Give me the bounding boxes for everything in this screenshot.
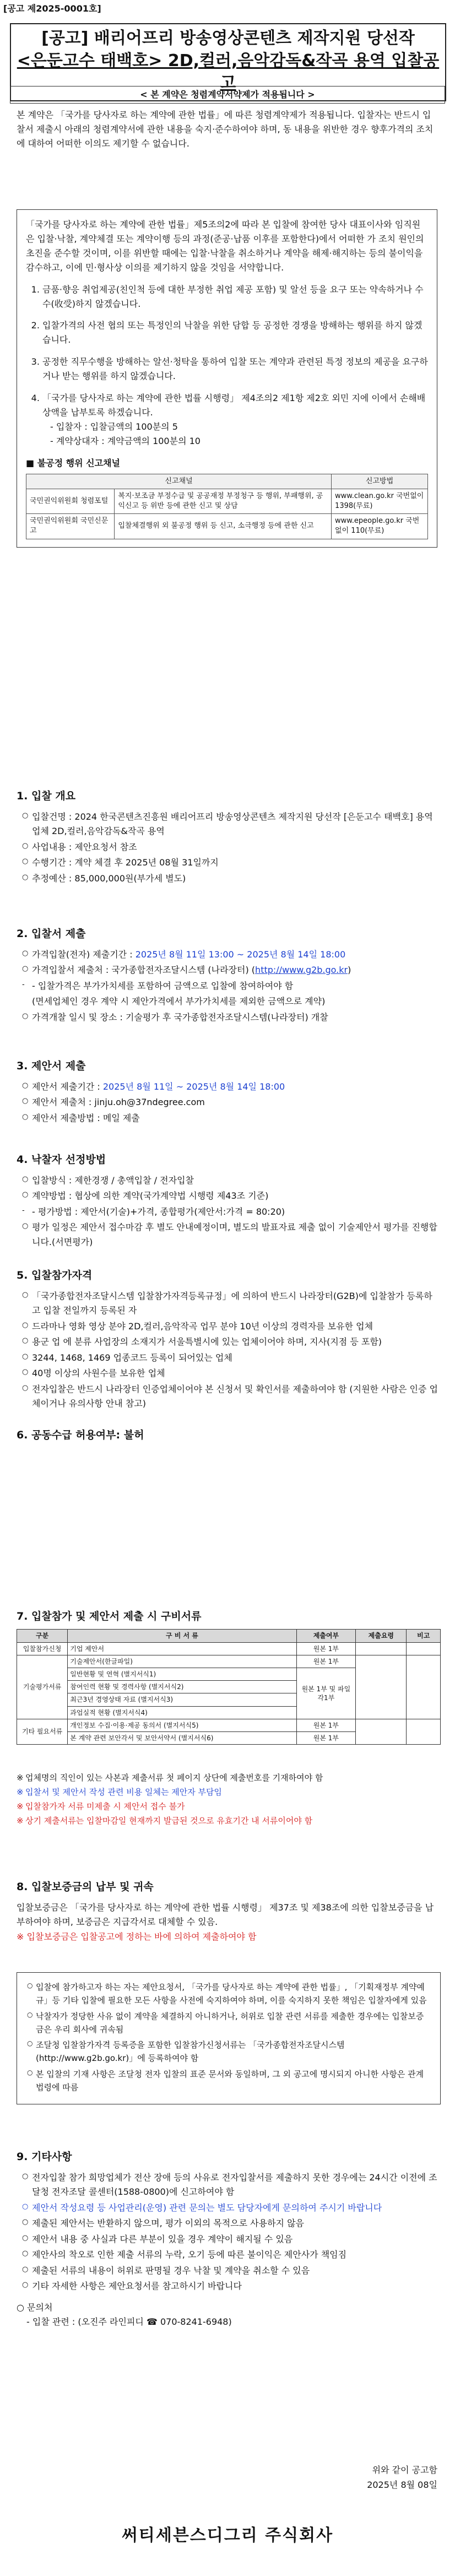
list-item: ○ 가격입찰(전자) 제출기간 : 2025년 8월 11일 13:00 ~ 2025년 8월 14일 18:00 (23, 948, 441, 962)
table-row (17, 1642, 441, 1655)
list-item: ○ 가격입찰서 제출처 : 국가종합전자조달시스템 (나라장터) (http://www.g2b.go.kr) (23, 963, 441, 978)
list-item: - - 입찰가격은 부가가치세를 포함하여 금액으로 입찰에 참여하여야 함 (23, 979, 441, 994)
contact-info: - 입찰 관련 : (오진주 라인피디 ☎ 070-8241-6948) (26, 2317, 232, 2328)
contact-label: ○ 문의처 (17, 2302, 53, 2313)
list-item: (면세업체인 경우 계약 시 제안가격에서 부가가치세를 제외한 금액으로 계약) (32, 996, 326, 1007)
table-row (17, 1655, 441, 1668)
table-cell (356, 1655, 407, 1719)
table-cell (407, 1719, 441, 1744)
table-cell: 기술평가서류 (17, 1655, 68, 1719)
notice-item: ○ 낙찰자가 정당한 사유 없이 계약을 체결하지 아니하거나, 허위로 입찰 관련 서류를 제출한 경우에는 입찰보증금은 우리 회사에 귀속됨 (27, 2010, 430, 2037)
closing-line: 위와 같이 공고함 (372, 2465, 437, 2475)
notice-item: ○ 조달청 입찰참가자격 등록증을 포함한 입찰참가신청서류는 「국가종합전자조달시스템(http://www.g2b.go.kr)」에 등록하여야 함 (27, 2038, 430, 2065)
table-cell: 참여인력 현황 및 경력사항 (별지서식2) (68, 1681, 296, 1693)
section-title: 7. 입찰참가 및 제안서 제출 시 구비서류 (17, 1610, 202, 1622)
table-cell: 입찰체결행위 외 불공정 행위 등 신고, 소극행정 등에 관한 신고 (115, 514, 332, 539)
required-docs-notes (17, 1771, 441, 1828)
list-item: ○ 제출된 제안서는 반환하지 않으며, 평가 이외의 목적으로 사용하지 않음 (23, 2216, 441, 2231)
table-cell: www.clean.go.kr 국번없이 1398(무료) (332, 489, 428, 513)
section-title: 6. 공동수급 허용여부: 불허 (17, 1429, 144, 1441)
pact-lead: 「국가를 당사자로 하는 계약에 관한 법률」제5조의2에 따라 본 입찰에 참여한 당사 대표이사와 임직원은 입찰·낙찰, 계약체결 또는 계약이행 등의 과정(준공·납품 이후를 포함한다)에서 어떠한 가 조치 원인의 초진을 준수할 것이며, 이를 위반할 때에는 입찰·낙찰을 취소하거나 계약을 해제·해지하는 등의 불이익을 감수하고, 이에 민·형사상 이의를 제기하지 않을 것임을 서약합니다. (26, 219, 424, 273)
table-cell: 기타 필요서류 (17, 1719, 68, 1744)
list-item: ○ 3244, 1468, 1469 업종코드 등록이 되어있는 업체 (23, 1351, 441, 1366)
note-item: ※ 입찰참가자 서류 미제출 시 제안서 접수 불가 (17, 1800, 441, 1813)
section-title: 2. 입찰서 제출 (17, 928, 86, 940)
closing-block (367, 2463, 437, 2492)
list-item: ○ 기타 자세한 사항은 제안요청서를 참고하시기 바랍니다 (23, 2279, 441, 2294)
section-bid-deposit (17, 1879, 441, 1944)
table-cell: 원본 1부 (296, 1642, 356, 1655)
list-item: ○ 전자입찰은 반드시 나라장터 인증업체이어야 본 신청서 및 확인서를 제출하여야 함 (지원한 사람은 인증 업체이거나 유의사항 안내 참고) (23, 1382, 441, 1411)
pact-item (42, 391, 428, 448)
list-item: - - 평가방법 : 제안서(기술)+가격, 종합평가(제안서:가격 = 80:20) (23, 1205, 441, 1220)
table-cell: 국민권익위원회 국민신문고 (26, 514, 115, 539)
pact-item: 1. 금품·향응 취업제공(친인척 등에 대한 부정한 취업 제공 포함) 및 알선 등을 요구 또는 약속하거나 수수(收受)하지 않겠습니다. (42, 283, 428, 311)
section-joint-bid (17, 1427, 441, 1449)
list-item: ○ 계약방법 : 협상에 의한 계약(국가계약법 시행령 제43조 기준) (23, 1189, 441, 1204)
section-misc (17, 2149, 441, 2330)
table-header-cell: 구 비 서 류 (68, 1630, 296, 1642)
g2b-link[interactable]: http://www.g2b.go.kr (255, 965, 348, 976)
list-item: ○ 전자입찰 참가 희망업체가 전산 장애 등의 사유로 전자입찰서를 제출하지 못한 경우에는 24시간 이전에 조달청 전자조달 콜센터(1588-0800)에 신고하여야 함 (23, 2171, 441, 2200)
period-highlight: 2025년 8월 11일 13:00 ~ 2025년 8월 14일 18:00 (135, 949, 346, 960)
section-title: 5. 입찰참가자격 (17, 1269, 93, 1281)
note-item: ※ 업체명의 직인이 있는 사본과 제출서류 첫 페이지 상단에 제출번호를 기재하여야 함 (17, 1771, 441, 1784)
table-header-cell: 제출요령 (356, 1630, 407, 1642)
list-item: ○ 용군 업 에 분류 사업장의 소재지가 서울특별시에 있는 업체이어야 하며, 지사(지점 등 포함) (23, 1335, 441, 1350)
list-item: ○ 드라마나 영화 영상 분야 2D,컬러,음악작곡 업무 분야 10년 이상의 경력자를 보유한 업체 (23, 1319, 441, 1334)
notice-item: ○ 입찰에 참가하고자 하는 자는 제안요청서, 「국가를 당사자로 하는 계약에 관한 법률」, 「기획재정부 계약예규」등 기타 입찰에 필요한 모든 사항을 사전에 숙지하여야 하며, 이를 숙지하지 못한 책임은 입찰자에게 있음 (27, 1980, 430, 2007)
table-cell: 원본 1부 (296, 1719, 356, 1731)
table-cell: 과업실적 현황 (별지서식4) (68, 1706, 296, 1719)
table-cell: 원본 1부 및 파일 각1부 (296, 1668, 356, 1719)
section-eligibility (17, 1267, 441, 1413)
integrity-banner: < 본 계약은 청렴계약서약제가 적용됩니다 > (10, 86, 445, 104)
table-header-cell: 비고 (407, 1630, 441, 1642)
intro-text: 본 계약은 「국가를 당사자로 하는 계약에 관한 법률」에 따른 청렴계약제가 적용됩니다. 입찰자는 반드시 입찰서 제출시 아래의 청렴계약서에 관한 내용을 숙지·준수하여야 하며, 동 내용을 위반한 경우 향후가격의 조치에 대하여 어떠한 이의도 제기할 수 없습니다. (17, 110, 434, 149)
list-item: ○ 제출된 서류의 내용이 허위로 판명될 경우 낙찰 및 계약을 취소할 수 있음 (23, 2264, 441, 2279)
list-item: ○ 제안서 작성요령 등 사업관리(운영) 관련 문의는 별도 담당자에게 문의하여 주시기 바랍니다 (23, 2201, 441, 2216)
pact-sub: - 계약상대자 : 계약금액의 100분의 10 (50, 435, 201, 446)
table-cell (356, 1719, 407, 1744)
section-title: 9. 기타사항 (17, 2151, 72, 2163)
pact-sub: - 입찰자 : 입찰금액의 100분의 5 (50, 421, 178, 432)
list-item: ○ 제안서 제출처 : jinju.oh@37ndegree.com (23, 1095, 441, 1110)
integrity-pact-box (17, 209, 437, 548)
closing-date: 2025년 8월 08일 (367, 2480, 437, 2491)
table-cell: 본 계약 관련 보안각서 및 보안서약서 (별지서식6) (68, 1731, 296, 1744)
table-cell (407, 1642, 441, 1655)
table-cell: 기업 제안서 (68, 1642, 296, 1655)
table-cell (356, 1642, 407, 1655)
note-item: ※ 상기 제출서류는 입찰마감일 현재까지 발급된 것으로 유효기간 내 서류이어야 함 (17, 1814, 441, 1827)
notice-number: [공고 제2025-0001호] (3, 3, 101, 14)
list-item: ○ 입찰건명 : 2024 한국콘텐츠진흥원 배리어프리 방송영상콘텐츠 제작지원 당선작 [은둔고수 태백호] 용역업체 2D,컬러,음악감독&작곡 용역 (23, 810, 441, 839)
report-channel-title: ■ 불공정 행위 신고채널 (26, 457, 120, 468)
section-title: 3. 제안서 제출 (17, 1060, 86, 1072)
section-overview (17, 788, 441, 887)
deposit-note: ※ 입찰보증금은 입찰공고에 정하는 바에 의하여 제출하여야 함 (17, 1931, 257, 1942)
table-row (17, 1719, 441, 1731)
section-required-docs (17, 1609, 441, 1745)
table-header-cell: 구분 (17, 1630, 68, 1642)
notice-item: ○ 본 입찰의 기재 사항은 조달청 전자 입찰의 표준 문서와 동일하며, 그 외 공고에 명시되지 아니한 사항은 관계법령에 따름 (27, 2068, 430, 2095)
list-item: ○ 수행기간 : 계약 체결 후 2025년 08월 31일까지 (23, 856, 441, 870)
section-selection-method (17, 1151, 441, 1251)
section-title: 8. 입찰보증금의 납부 및 귀속 (17, 1881, 154, 1893)
table-header-cell: 신고채널 (26, 474, 332, 489)
title-line1: [공고] 배리어프리 방송영상콘텐츠 제작지원 당선작 (41, 29, 415, 48)
list-item: ○ 평가 일정은 제안서 접수마감 후 별도 안내예정이며, 별도의 발표자료 제출 없이 기술제안서 평가를 진행합니다.(서면평가) (23, 1220, 441, 1249)
note-item: ※ 입찰서 및 제안서 작성 관련 비용 일체는 제안자 부담임 (17, 1785, 441, 1799)
table-cell: www.epeople.go.kr 국번없이 110(무료) (332, 514, 428, 539)
table-cell: 개인정보 수집·이용·제공 동의서 (별지서식5) (68, 1719, 296, 1731)
table-cell: 기술제안서(한글파일) (68, 1655, 296, 1668)
section-title: 4. 낙찰자 선정방법 (17, 1154, 106, 1166)
table-row (26, 489, 428, 513)
table-cell: 일반현황 및 연혁 (별지서식1) (68, 1668, 296, 1681)
table-cell: 최근3년 경영상태 자료 (별지서식3) (68, 1693, 296, 1706)
general-notice-box (17, 1972, 441, 2104)
pact-item-text: 「국가를 당사자로 하는 계약에 관한 법률 시행령」 제4조의2 제1항 제2호 외민 지에 이에서 손해배상액을 납부토록 하겠습니다. (42, 393, 426, 418)
required-docs-table (17, 1629, 441, 1745)
deposit-body: 입찰보증금은 「국가를 당사자로 하는 계약에 관한 법률 시행령」 제37조 및 제38조에 의한 입찰보증금을 납부하여야 하며, 보증금은 지급각서로 대체할 수 있음. (17, 1902, 434, 1928)
list-item: ○ 제안서 제출기간 : 2025년 8월 11일 ~ 2025년 8월 14일 18:00 (23, 1080, 441, 1095)
section-bid-submission (17, 926, 441, 1026)
list-item: ○ 사업내용 : 제안요청서 참조 (23, 840, 441, 855)
table-header-row (26, 474, 428, 489)
list-item: ○ 가격개찰 일시 및 장소 : 기술평가 후 국가종합전자조달시스템(나라장터) 개찰 (23, 1010, 441, 1025)
list-item: ○ 40명 이상의 사원수를 보유한 업체 (23, 1366, 441, 1381)
report-channel-table (26, 474, 428, 539)
table-header-cell: 신고방법 (332, 474, 428, 489)
table-row (26, 514, 428, 539)
table-cell: 복지·보조금 부정수급 및 공공재정 부정청구 등 행위, 부패행위, 공익신고 등 위반 등에 관한 신고 및 상담 (115, 489, 332, 513)
pact-item: 3. 공정한 직무수행을 방해하는 알선·청탁을 통하여 입찰 또는 계약과 관련된 특정 정보의 제공을 요구하거나 받는 행위를 하지 않겠습니다. (42, 355, 428, 383)
section-title: 1. 입찰 개요 (17, 790, 76, 802)
list-item: ○ 「국가종합전자조달시스템 입찰참가자격등록규정」에 의하여 반드시 나라장터(G2B)에 입찰참가 등록하고 입찰 전일까지 등록된 자 (23, 1289, 441, 1318)
title-line2: <은둔고수 태백호> 2D,컬러,음악감독&작곡 용역 입찰공고 (17, 51, 440, 93)
section-proposal-submission (17, 1058, 441, 1127)
table-cell: 입찰참가신청 (17, 1642, 68, 1655)
list-item: ○ 제안서 제출방법 : 메일 제출 (23, 1111, 441, 1126)
list-item: ○ 제안서 내용 중 사실과 다른 부분이 있을 경우 계약이 해지될 수 있음 (23, 2232, 441, 2247)
company-name: 써티세븐스디그리 주식회사 (121, 2526, 334, 2545)
list-item: ○ 추정예산 : 85,000,000원(부가세 별도) (23, 872, 441, 886)
list-item: ○ 제안사의 착오로 인한 제출 서류의 누락, 오기 등에 따른 불이익은 제안사가 책임짐 (23, 2248, 441, 2263)
list-item: ○ 입찰방식 : 제한경쟁 / 총액입찰 / 전자입찰 (23, 1173, 441, 1188)
pact-item: 2. 입찰가격의 사전 협의 또는 특정인의 낙찰을 위한 담합 등 공정한 경쟁을 방해하는 행위를 하지 않겠습니다. (42, 318, 428, 347)
period-highlight: 2025년 8월 11일 ~ 2025년 8월 14일 18:00 (102, 1081, 285, 1092)
table-header-row (17, 1630, 441, 1642)
table-cell (407, 1655, 441, 1719)
table-cell: 원본 1부 (296, 1731, 356, 1744)
pact-items (26, 283, 428, 448)
table-header-cell: 제출여부 (296, 1630, 356, 1642)
table-cell: 국민권익위원회 청렴포털 (26, 489, 115, 513)
table-cell: 원본 1부 (296, 1655, 356, 1668)
